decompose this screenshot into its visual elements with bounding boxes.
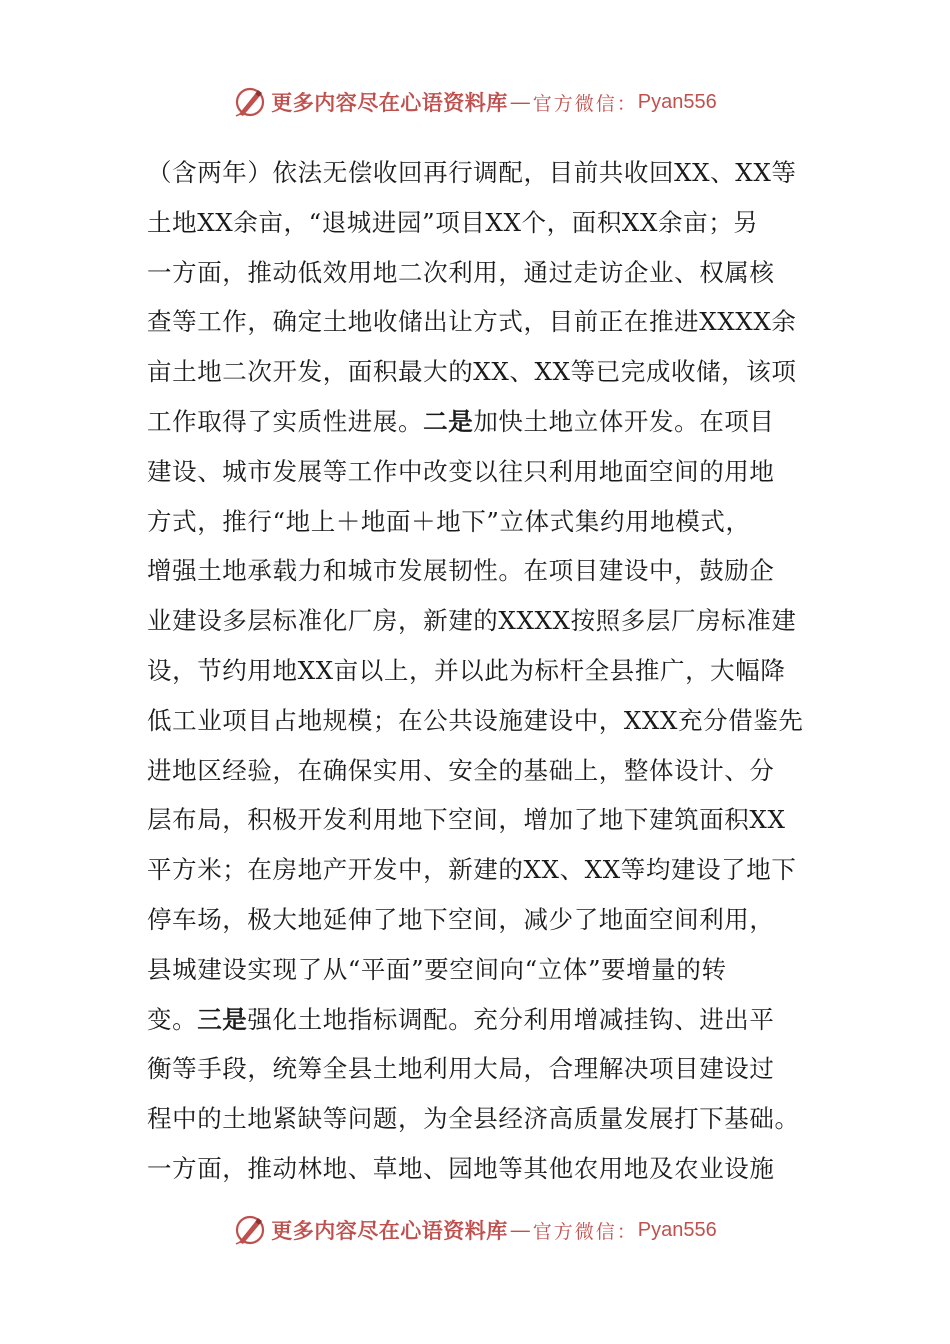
text-line: 层布局，积极开发利用地下空间，增加了地下建筑面积XX <box>147 805 786 835</box>
text-line: 一方面，推动林地、草地、园地等其他农用地及农业设施 <box>147 1153 775 1183</box>
text-line: 程中的土地紧缺等问题，为全县经济高质量发展打下基础。 <box>147 1104 800 1134</box>
footer-watermark <box>0 1210 950 1250</box>
text-line: 业建设多层标准化厂房，新建的XXXX按照多层厂房标准建 <box>147 606 797 636</box>
text-line: 土地XX余亩，“退城进园”项目XX个，面积XX余亩；另 <box>147 207 759 237</box>
text-line: 进地区经验，在确保实用、安全的基础上，整体设计、分 <box>147 755 775 785</box>
footer-brand-text: 更多内容尽在心语资料库 <box>271 1218 508 1243</box>
footer-wechat-id: Pyan556 <box>637 1218 717 1241</box>
header-brand-text: 更多内容尽在心语资料库 <box>271 90 508 115</box>
text-line: 方式，推行“地上＋地面＋地下”立体式集约用地模式， <box>147 506 751 536</box>
document-body <box>147 148 807 1194</box>
text-line: 衡等手段，统筹全县土地利用大局，合理解决项目建设过 <box>147 1054 775 1084</box>
text-line: 变。三是强化土地指标调配。充分利用增减挂钩、进出平 <box>147 1004 775 1034</box>
header-wechat-id: Pyan556 <box>637 90 717 113</box>
text-line: 县城建设实现了从“平面”要空间向“立体”要增量的转 <box>147 954 727 984</box>
header-watermark <box>0 82 950 122</box>
text-line: 增强土地承载力和城市发展韧性。在项目建设中，鼓励企 <box>147 556 775 586</box>
text-line: 设，节约用地XX亩以上，并以此为标杆全县推广，大幅降 <box>147 655 786 685</box>
text-line: 平方米；在房地产开发中，新建的XX、XX等均建设了地下 <box>147 855 797 885</box>
pen-circle-logo-icon <box>233 85 267 119</box>
text-line: 建设、城市发展等工作中改变以往只利用地面空间的用地 <box>147 456 775 486</box>
footer-dash: — <box>509 1218 531 1242</box>
text-line: 查等工作，确定土地收储出让方式，目前正在推进XXXX余 <box>147 307 797 337</box>
text-line: （含两年）依法无偿收回再行调配，目前共收回XX、XX等 <box>147 158 797 187</box>
header-dash: — <box>509 90 531 114</box>
header-wechat-label: 官方微信： <box>532 92 638 115</box>
text-line: 一方面，推动低效用地二次利用，通过走访企业、权属核 <box>147 257 775 287</box>
text-line: 工作取得了实质性进展。二是加快土地立体开发。在项目 <box>147 406 775 436</box>
footer-wechat-label: 官方微信： <box>532 1220 638 1243</box>
section-marker-two: 二是 <box>423 406 474 436</box>
text-line: 低工业项目占地规模；在公共设施建设中，XXX充分借鉴先 <box>147 705 804 735</box>
pen-circle-logo-icon <box>233 1213 267 1247</box>
text-line: 停车场，极大地延伸了地下空间，减少了地面空间利用， <box>147 904 775 934</box>
text-line: 亩土地二次开发，面积最大的XX、XX等已完成收储，该项 <box>147 357 797 387</box>
section-marker-three: 三是 <box>197 1004 248 1034</box>
